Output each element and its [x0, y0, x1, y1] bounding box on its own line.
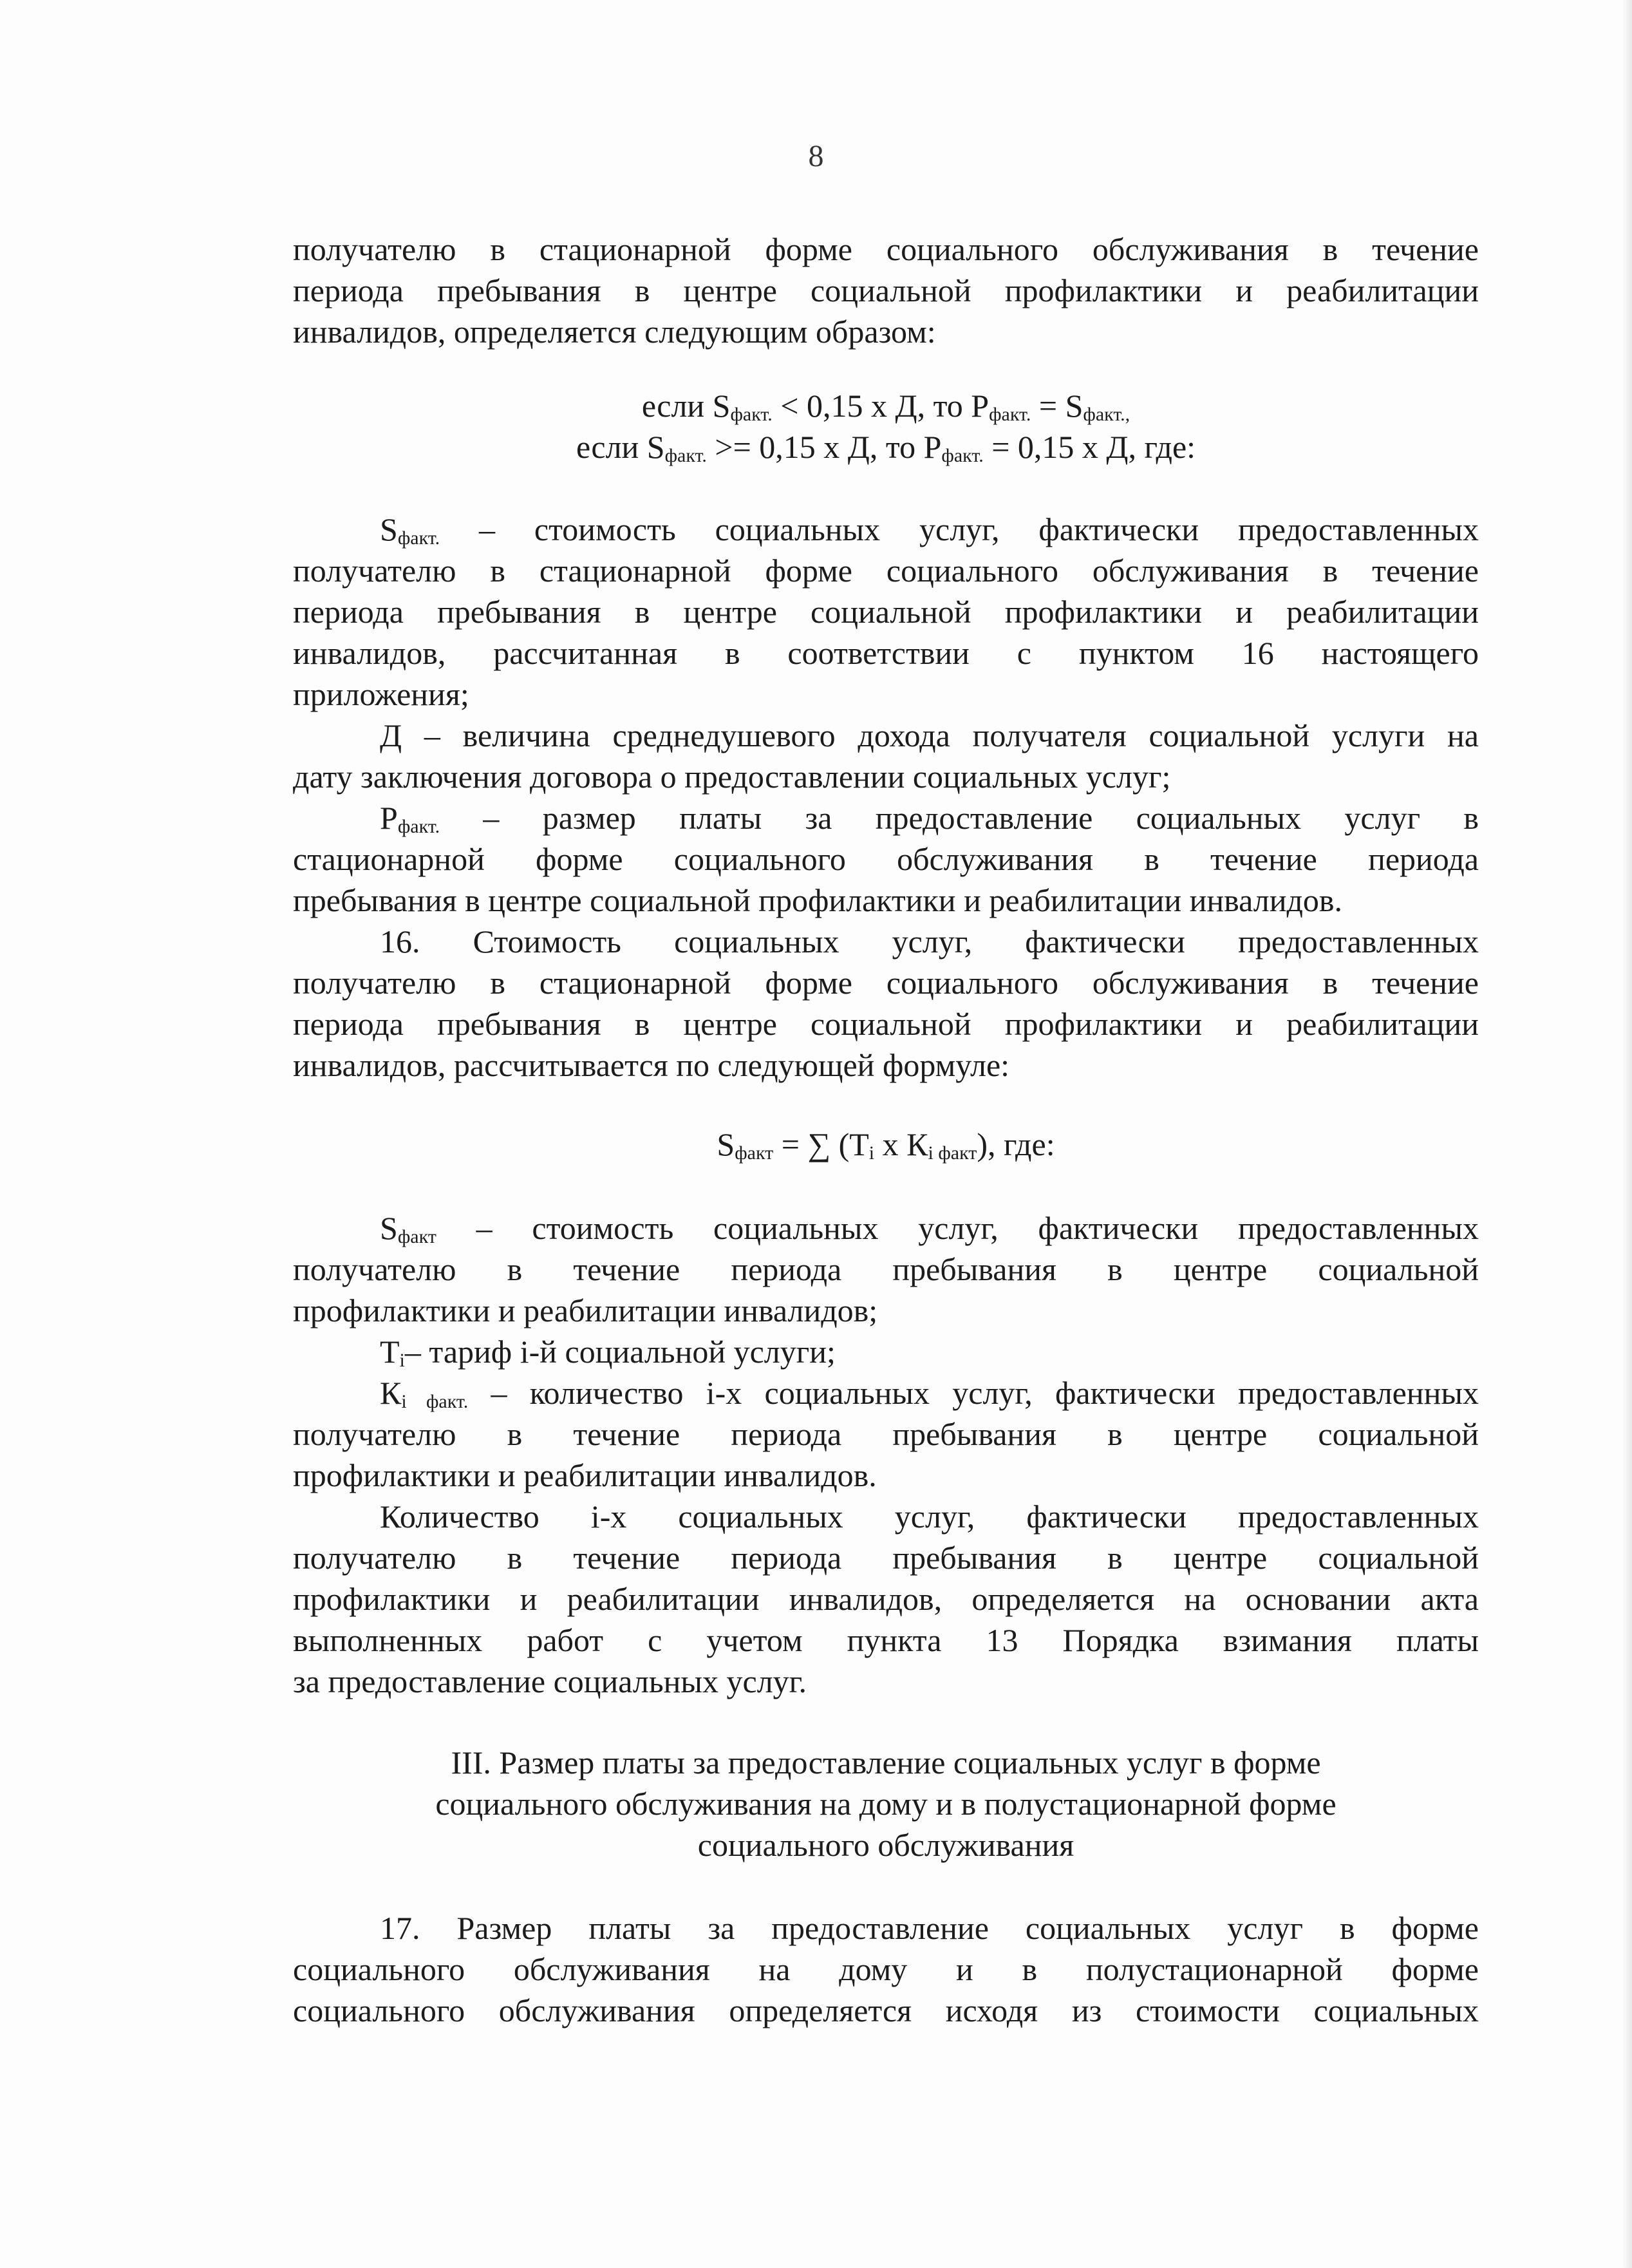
text-line: дату заключения договора о предоставлении социальных услуг; — [293, 759, 1171, 795]
text-line: периода пребывания в центре социальной профилактики и реабилитации — [293, 594, 1479, 630]
definition-d: Д – величина среднедушевого дохода получателя социальной услуги на — [380, 717, 1479, 753]
text-line: выполненных работ с учетом пункта 13 Порядка взимания платы — [293, 1622, 1479, 1658]
formula-line: если $S_{факт.} < 0,15$ х Д, то $Р_{факт.} = S_{факт.,}$ — [641, 388, 1130, 425]
definition-s-fact: $S_{факт.}$ – стоимость социальных услуг, фактически предоставленных — [380, 511, 1479, 549]
text-line: профилактики и реабилитации инвалидов. — [293, 1457, 877, 1493]
text-line: инвалидов, рассчитывается по следующей формуле: — [293, 1047, 1010, 1083]
text-line: социального обслуживания на дому и в полустационарной форме — [293, 1951, 1479, 1987]
definition-s-fact-2: $S_{факт}$ – стоимость социальных услуг, фактически предоставленных — [380, 1210, 1479, 1247]
section-heading-3 — [293, 1742, 1479, 1866]
text-line: получателю в стационарной форме социального обслуживания в течение — [293, 231, 1479, 267]
text-line: периода пребывания в центре социальной профилактики и реабилитации — [293, 1006, 1479, 1042]
definition-p-fact: $Р_{факт.}$ – размер платы за предоставление социальных услуг в — [380, 800, 1479, 837]
text-line: инвалидов, определяется следующим образом: — [293, 314, 936, 350]
paragraph-16: 16. Стоимость социальных услуг, фактически предоставленных — [380, 923, 1479, 959]
definition-k: $К_{i факт.}$ – количество i-х социальных услуг, фактически предоставленных — [380, 1375, 1479, 1412]
text-line: инвалидов, рассчитанная в соответствии с пунктом 16 настоящего — [293, 635, 1479, 671]
text-line: приложения; — [293, 676, 469, 712]
formula-block-1 — [293, 385, 1479, 468]
text-line: социального обслуживания определяется исходя из стоимости социальных — [293, 1992, 1479, 2028]
heading-line: социального обслуживания на дому и в полустационарной форме — [435, 1786, 1337, 1822]
definition-t: $Т_i-$ тариф i-й социальной услуги; — [380, 1334, 836, 1371]
text-line: получателю в течение периода пребывания в центре социальной — [293, 1540, 1479, 1576]
paragraph-17 — [293, 1907, 1479, 2031]
text-line: профилактики и реабилитации инвалидов, определяется на основании акта — [293, 1581, 1479, 1617]
text-line: получателю в стационарной форме социального обслуживания в течение — [293, 553, 1479, 589]
quantity-paragraph: Количество i-х социальных услуг, фактически предоставленных — [380, 1498, 1479, 1535]
intro-paragraph — [293, 229, 1479, 352]
formula-block-2 — [293, 1124, 1479, 1165]
text-line: получателю в течение периода пребывания в центре социальной — [293, 1416, 1479, 1452]
page-number: 8 — [808, 139, 824, 173]
formula-line: если $S_{факт.} >= 0,15$ х Д, то $Р_{факт.} = 0,15$ х Д, где: — [576, 429, 1196, 466]
text-line: пребывания в центре социальной профилактики и реабилитации инвалидов. — [293, 882, 1343, 918]
text-line: периода пребывания в центре социальной профилактики и реабилитации — [293, 272, 1479, 308]
definitions-block-2 — [293, 1207, 1479, 1702]
heading-line: социального обслуживания — [697, 1827, 1074, 1863]
text-line: получателю в течение периода пребывания в центре социальной — [293, 1251, 1479, 1287]
text-line: за предоставление социальных услуг. — [293, 1663, 807, 1699]
scan-edge-shadow — [1620, 0, 1632, 2268]
text-line: 17. Размер платы за предоставление социальных услуг в форме — [380, 1910, 1479, 1946]
heading-line: III. Размер платы за предоставление социальных услуг в форме — [451, 1744, 1321, 1781]
text-line: стационарной форме социального обслуживания в течение периода — [293, 841, 1479, 877]
text-line: получателю в стационарной форме социального обслуживания в течение — [293, 965, 1479, 1001]
text-line: профилактики и реабилитации инвалидов; — [293, 1292, 878, 1328]
definitions-block-1 — [293, 509, 1479, 1086]
formula-line: $S_{факт}$ = ∑ ($Т_i$ х $К_{i факт}$), где: — [717, 1126, 1055, 1164]
